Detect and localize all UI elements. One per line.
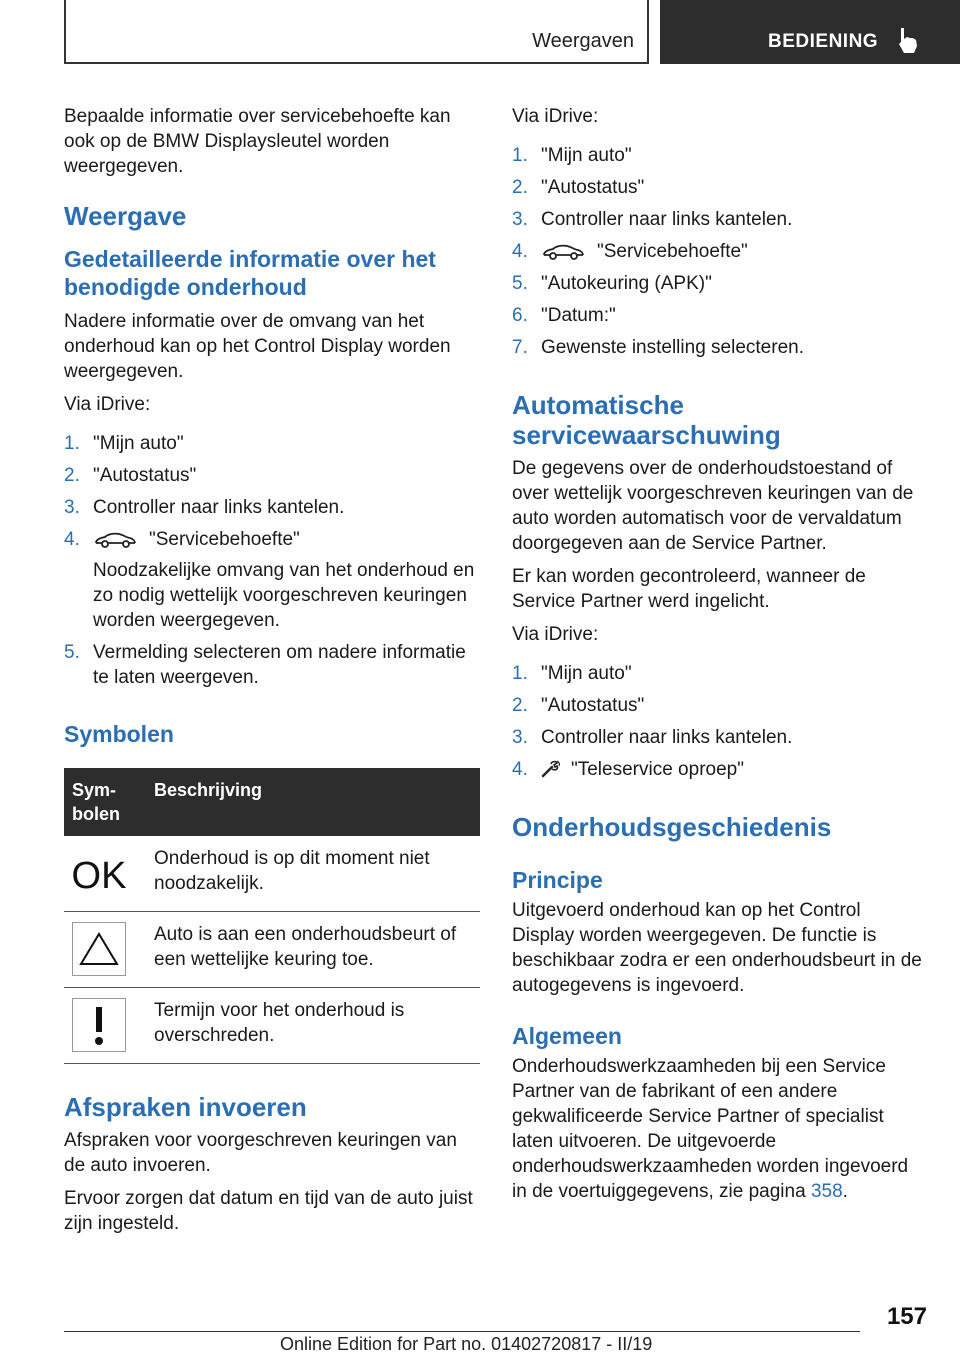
car-icon [541,242,585,260]
steps-list-right [512,143,928,360]
heading-weergave: Weergave [64,201,187,231]
list-item: 6. "Datum:" [512,305,616,326]
heading-automatische-servicewaarschuwing: Automatische servicewaarschuwing [512,390,781,450]
heading-symbolen: Symbolen [64,721,174,747]
table-row [64,836,480,912]
auto-text-1: De gegevens over de onderhoudstoestand of over wettelijk voorgeschreven keuringen van de auto worden automatisch voor de vervaldatum doorgegeven aan de Service Partner. [512,458,914,554]
car-icon [93,530,137,548]
list-item: 1. "Mijn auto" [64,433,184,454]
right-column [512,104,928,1212]
svg-text:OK: OK [72,855,126,897]
left-column [64,104,480,1244]
page-number: 157 [886,1303,927,1330]
pointing-hand-icon [896,26,920,54]
heading-algemeen: Algemeen [512,1023,622,1049]
list-item: 3. Controller naar links kantelen. [512,209,793,230]
via-idrive-label: Via iDrive: [64,394,151,415]
header-chapter-title: BEDIENING [768,31,879,52]
table-row [64,988,480,1064]
afspraken-text-1: Afspraken voor voorgeschreven keuringen van de auto invoeren. [64,1130,457,1176]
table-header-description: Beschrijving [146,768,480,836]
list-item: 7. Gewenste instelling selecteren. [512,337,804,358]
intro-text: Bepaalde informatie over servicebehoefte kan ook op de BMW Displaysleutel worden weergegeven. [64,106,451,177]
list-item: 4. "Servicebehoefte" [512,241,748,262]
page-link[interactable]: 358 [810,1181,843,1202]
header-chapter-tab [660,0,960,64]
list-item: 5. Vermelding selecteren om nadere informatie te laten weergeven. [64,642,466,688]
list-item: 4. "Teleservice oproep" [512,759,744,780]
list-item: 2. "Autostatus" [512,695,645,716]
header-section-title: Weergaven [532,30,634,52]
symbols-table [64,768,480,1064]
wrench-icon [541,760,561,778]
footer-edition: Online Edition for Part no. 01402720817 - II/19 [280,1334,653,1354]
afspraken-text-2: Ervoor zorgen dat datum en tijd van de auto juist zijn ingesteld. [64,1188,473,1234]
symbol-description: Termijn voor het onderhoud is overschreden. [146,988,480,1064]
exclamation-icon [72,998,126,1052]
detail-text: Nadere informatie over de omvang van het onderhoud kan op het Control Display worden weergegeven. [64,311,451,382]
heading-afspraken: Afspraken invoeren [64,1092,307,1122]
warning-triangle-icon [72,922,126,976]
heading-principe: Principe [512,867,603,893]
list-item: 3. Controller naar links kantelen. [512,727,793,748]
steps-list-left [64,431,480,690]
list-item: 2. "Autostatus" [64,465,197,486]
auto-text-2: Er kan worden gecontroleerd, wanneer de Service Partner werd ingelicht. [512,566,866,612]
list-item: 2. "Autostatus" [512,177,645,198]
table-header-symbols: Sym-bolen [64,768,146,836]
list-item: 1. "Mijn auto" [512,145,632,166]
via-idrive-label-2: Via iDrive: [512,624,599,645]
list-item: 3. Controller naar links kantelen. [64,497,345,518]
ok-icon [72,846,126,900]
heading-detail-info: Gedetailleerde informatie over het benodigde onderhoud [64,246,436,300]
symbol-description: Auto is aan een onderhoudsbeurt of een wettelijke keuring toe. [146,912,480,988]
heading-onderhoudsgeschiedenis: Onderhoudsgeschiedenis [512,812,832,842]
steps-list-right-2 [512,661,928,782]
list-item: 1. "Mijn auto" [512,663,632,684]
symbol-description: Onderhoud is op dit moment niet noodzakelijk. [146,836,480,912]
algemeen-text: Onderhoudswerkzaamheden bij een Service Partner van de fabrikant of een andere gekwalificeerde Service Partner of specialist laten uitvoeren. De uitgevoerde onderhoudswerkzaamheden worden ingevoerd in de voertuiggegevens, zie pagina 358. [512,1056,909,1202]
table-row [64,912,480,988]
via-idrive-label: Via iDrive: [512,106,599,127]
footer-divider [64,1331,860,1332]
list-item: 4. "Servicebehoefte" Noodzakelijke omvang van het onderhoud en zo nodig wettelijk voorgeschreven keuringen worden weergegeven. [64,529,475,631]
principe-text: Uitgevoerd onderhoud kan op het Control Display worden weergegeven. De functie is beschikbaar zodra er een onderhoudsbeurt in de autogegevens is ingevoerd. [512,900,922,996]
list-item: 5. "Autokeuring (APK)" [512,273,712,294]
